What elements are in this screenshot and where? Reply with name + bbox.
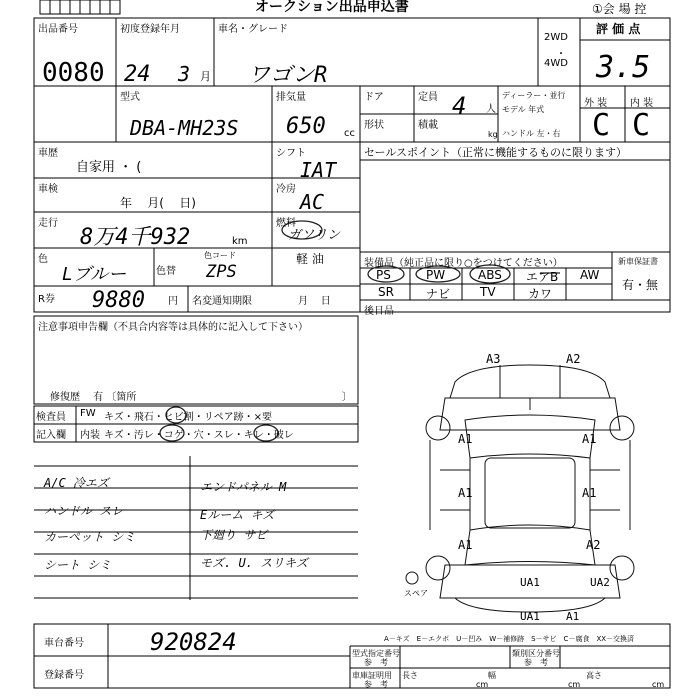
equip-navi[interactable]: ナビ xyxy=(426,287,451,301)
type-ref: 参 考 xyxy=(364,658,388,667)
car-name-value: ワゴンR xyxy=(248,63,328,88)
note-left-3: カーペット シミ xyxy=(44,530,136,544)
aircon-label: 冷房 xyxy=(276,184,296,195)
mark-a1-2: A1 xyxy=(582,432,597,446)
repair-history-label: 修復歴 有 〔箇所 xyxy=(50,392,137,403)
venue-copy-label: ①会 場 控 xyxy=(592,2,647,16)
km-unit: km xyxy=(232,236,248,247)
model-year-label: モデル 年式 xyxy=(502,105,545,114)
reg-number-label: 登録番号 xyxy=(44,670,84,681)
history-label: 車歴 xyxy=(38,148,58,159)
color-code-label: 色コード xyxy=(204,251,236,260)
dealer-label: ディーラー・並行 xyxy=(502,91,566,100)
displacement-label: 排気量 xyxy=(276,92,306,103)
exterior-label: 外 装 xyxy=(584,98,608,109)
accessories-label: 後日品 xyxy=(364,306,394,317)
type-designation-label: 型式指定番号 xyxy=(352,649,400,658)
history-value: 自家用 ・ ( xyxy=(76,160,142,175)
lot-number-label: 出品番号 xyxy=(38,24,78,35)
fuel-value: ガソリン xyxy=(288,228,341,243)
load-label: 積載 xyxy=(418,120,438,131)
r-ticket-value: 9880 xyxy=(92,288,145,313)
mark-a2-side: A2 xyxy=(586,538,601,552)
fw-label: FW xyxy=(80,408,96,419)
inspection-value: 年 月( 日) xyxy=(120,196,196,210)
fuel-label: 燃料 xyxy=(276,218,296,229)
shift-label: シフト xyxy=(276,148,306,159)
width-label: 幅 xyxy=(488,671,496,680)
warranty-label: 新車保証書 xyxy=(618,257,658,266)
length-cm: cm xyxy=(476,680,489,689)
cc-unit: cc xyxy=(344,128,355,139)
fw-items: キズ・飛石・ヒビ割・リペア跡・×要 xyxy=(104,412,272,423)
kg-unit: kg xyxy=(488,130,498,139)
height-label: 高さ xyxy=(586,671,602,680)
equip-aw[interactable]: AW xyxy=(580,268,600,282)
model-value: DBA-MH23S xyxy=(130,116,239,140)
interior-items: キズ・汚レ・コゲ・穴・スレ・キレ・破レ xyxy=(104,430,294,441)
notes-header: 注意事項申告欄（不具合内容等は具体的に記入して下さい） xyxy=(38,322,308,333)
color-label: 色 xyxy=(38,254,48,265)
length-label: 長さ xyxy=(402,671,418,680)
mark-ua1-2: UA1 xyxy=(520,610,540,623)
equipment-label: 装備品（純正品に限り○をつけてください） xyxy=(364,258,563,269)
persons-unit: 人 xyxy=(486,104,496,115)
interior-label: 内 装 xyxy=(630,98,654,109)
mileage-label: 走行 xyxy=(38,218,58,229)
category-label: 類別区分番号 xyxy=(512,649,560,658)
mark-a1-1: A1 xyxy=(458,432,473,446)
chassis-label: 車台番号 xyxy=(44,638,84,649)
capacity-value: 4 xyxy=(452,92,467,120)
mark-ua2: UA2 xyxy=(590,576,610,589)
note-left-2: ハンドル スレ xyxy=(44,504,124,518)
month-unit: 月 xyxy=(200,70,211,83)
equip-pw[interactable]: PW xyxy=(426,268,446,282)
drive-2wd-label: 2WD xyxy=(544,32,568,43)
chassis-value: 920824 xyxy=(150,628,237,656)
cc-value: 650 xyxy=(286,114,326,139)
color-value: Lブルー xyxy=(62,264,127,285)
mileage-value: 8万4千932 xyxy=(80,225,191,250)
name-change-value: 月 日 xyxy=(298,296,331,307)
mark-a1-6: A1 xyxy=(566,610,580,623)
spare-label: スペア xyxy=(404,589,428,598)
color-change-label: 色替 xyxy=(156,266,176,277)
height-cm: cm xyxy=(652,680,665,689)
damage-legend: A－キズ E－エクボ U－凹み W－補修跡 S－サビ C－腐食 XX－交換済 xyxy=(384,635,635,643)
shape-label: 形状 xyxy=(364,120,384,131)
note-right-3: 下廻り サビ xyxy=(200,528,268,542)
capacity-label: 定員 xyxy=(418,92,438,103)
cert-label: 車庫証明用 xyxy=(352,671,392,680)
sales-point-label: セールスポイント（正常に機能するものに限ります） xyxy=(364,146,628,159)
exterior-grade: C xyxy=(592,108,611,143)
mark-ua1-1: UA1 xyxy=(520,576,540,589)
drive-dot: ・ xyxy=(556,49,566,60)
name-change-label: 名変通知期限 xyxy=(192,296,252,307)
interior-row-label: 内装 xyxy=(80,430,100,441)
drive-4wd-label: 4WD xyxy=(544,58,568,69)
interior-grade: C xyxy=(632,108,651,143)
first-reg-label: 初度登録年月 xyxy=(120,24,180,35)
equip-airbag[interactable]: エアB xyxy=(526,270,559,284)
equip-sr[interactable]: SR xyxy=(378,285,394,299)
reg-month-value: 3 xyxy=(178,62,191,86)
inspector-label: 検査員 xyxy=(36,412,66,423)
mark-a1-4: A1 xyxy=(582,486,597,500)
equip-ps[interactable]: PS xyxy=(376,268,391,282)
note-right-1: エンドパネル M xyxy=(200,480,287,494)
fuel-diesel-label: 軽 油 xyxy=(296,252,324,266)
equip-tv[interactable]: TV xyxy=(480,285,496,299)
lot-number-value: 0080 xyxy=(42,58,105,88)
note-right-4: モズ. U. スリキズ xyxy=(200,556,308,570)
note-left-1: A/C 冷エズ xyxy=(44,476,109,490)
entry-label: 記入欄 xyxy=(36,430,66,441)
car-name-label: 車名・グレード xyxy=(218,24,288,35)
equip-leather[interactable]: カワ xyxy=(528,287,553,301)
yen-unit: 円 xyxy=(168,296,178,307)
inspection-label: 車検 xyxy=(38,184,58,195)
category-ref: 参 考 xyxy=(524,658,548,667)
eval-label: 評 価 点 xyxy=(596,22,641,36)
door-label: ドア xyxy=(364,92,384,103)
equip-abs[interactable]: ABS xyxy=(478,268,502,282)
warranty-value: 有・無 xyxy=(622,278,659,292)
reg-year-value: 24 xyxy=(124,62,151,87)
mark-a2-top: A2 xyxy=(566,352,581,366)
width-cm: cm xyxy=(568,680,581,689)
mark-a1-3: A1 xyxy=(458,486,473,500)
handle-label: ハンドル 左・右 xyxy=(502,129,561,138)
mark-a1-5: A1 xyxy=(458,538,473,552)
r-ticket-label: R券 xyxy=(38,294,55,305)
cert-ref: 参 考 xyxy=(364,680,388,689)
note-left-4: シート シミ xyxy=(44,558,112,572)
form-title: オークション出品申込書 xyxy=(255,0,409,15)
score-value: 3.5 xyxy=(596,50,651,85)
model-label: 型式 xyxy=(120,92,140,103)
aircon-value: AC xyxy=(300,190,325,214)
shift-value: IAT xyxy=(300,158,337,182)
color-code-value: ZPS xyxy=(206,262,237,282)
note-right-2: Eルーム キズ xyxy=(200,508,275,522)
repair-close: 〕 xyxy=(342,392,352,403)
mark-a3: A3 xyxy=(486,352,501,366)
